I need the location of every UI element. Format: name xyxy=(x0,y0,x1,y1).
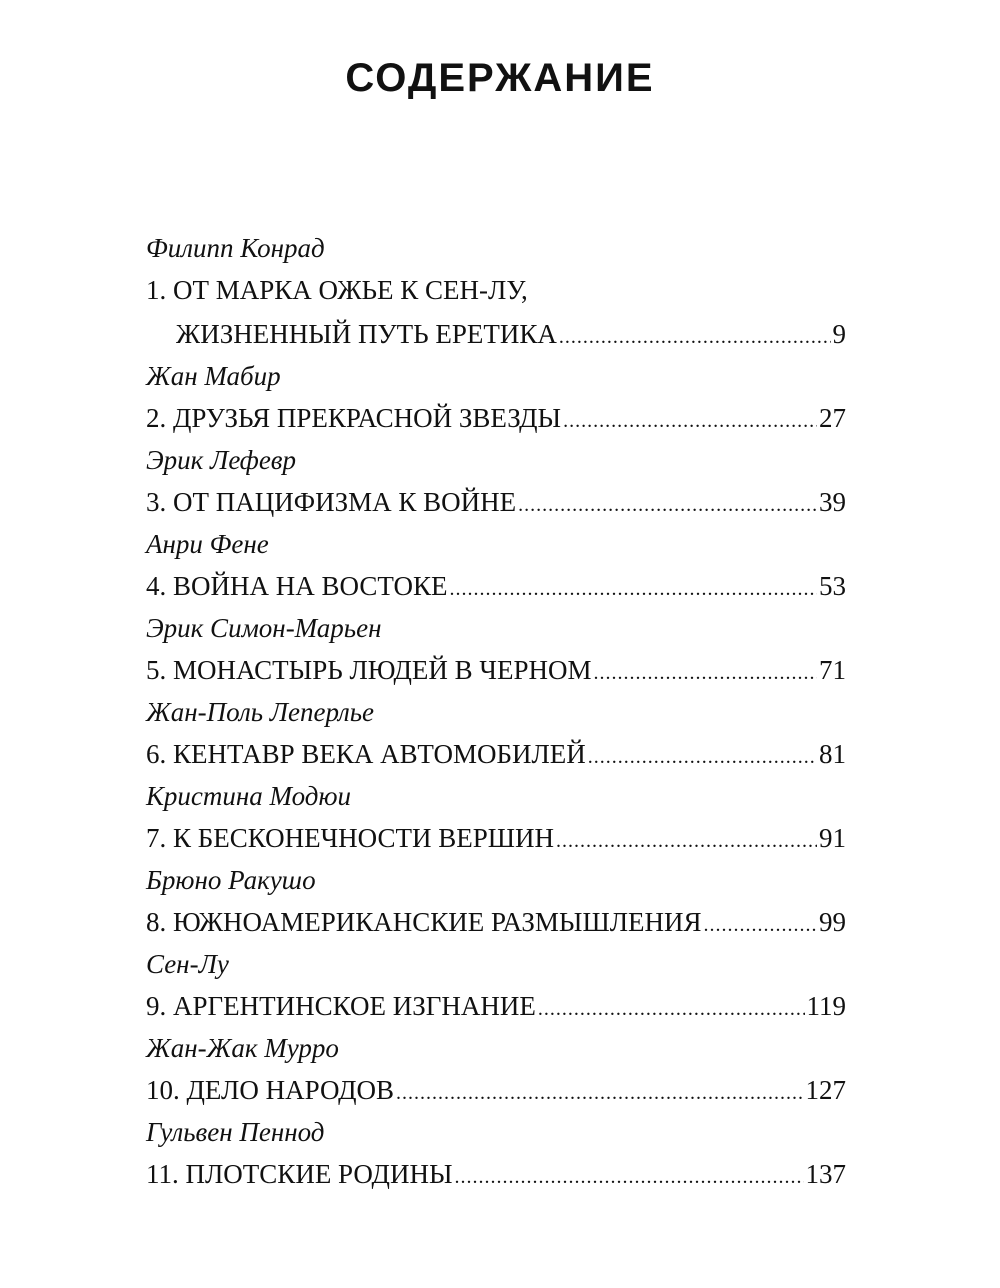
toc-entry-2[interactable] xyxy=(146,356,846,440)
toc-page-number: 9 xyxy=(832,319,846,349)
toc-page-number: 99 xyxy=(819,907,846,937)
toc-title-row xyxy=(146,732,846,776)
toc-title: 2. ДРУЗЬЯ ПРЕКРАСНОЙ ЗВЕЗДЫ xyxy=(146,403,562,433)
toc-author: Сен-Лу xyxy=(146,949,229,979)
toc-title-line1: 1. ОТ МАРКА ОЖЬЕ К СЕН-ЛУ, xyxy=(146,275,528,305)
toc-author: Эрик Лефевр xyxy=(146,445,297,475)
toc-title-row xyxy=(146,564,846,608)
toc-entry-6[interactable] xyxy=(146,692,846,776)
toc-author: Эрик Симон-Марьен xyxy=(146,613,382,643)
dot-leader xyxy=(396,1071,803,1115)
toc-title: ЖИЗНЕННЫЙ ПУТЬ ЕРЕТИКА xyxy=(176,319,557,349)
toc-author: Анри Фене xyxy=(146,529,269,559)
toc-author: Жан Мабир xyxy=(146,361,281,391)
dot-leader xyxy=(563,399,817,443)
toc-page-number: 39 xyxy=(819,487,846,517)
toc-title: 7. К БЕСКОНЕЧНОСТИ ВЕРШИН xyxy=(146,823,554,853)
toc-title: 9. АРГЕНТИНСКОЕ ИЗГНАНИЕ xyxy=(146,991,536,1021)
toc-page-number: 91 xyxy=(819,823,846,853)
toc-entry-8[interactable] xyxy=(146,860,846,944)
table-of-contents xyxy=(146,228,846,1196)
toc-entry-3[interactable] xyxy=(146,440,846,524)
toc-title: 11. ПЛОТСКИЕ РОДИНЫ xyxy=(146,1159,453,1189)
page-title: СОДЕРЖАНИЕ xyxy=(345,56,655,100)
toc-title-row xyxy=(146,648,846,692)
dot-leader xyxy=(449,567,817,611)
dot-leader xyxy=(455,1155,804,1199)
dot-leader xyxy=(559,315,831,359)
toc-title-row xyxy=(146,1152,846,1196)
toc-author: Кристина Модюи xyxy=(146,781,352,811)
toc-author: Брюно Ракушо xyxy=(146,865,316,895)
toc-page-number: 71 xyxy=(819,655,846,685)
toc-entry-4[interactable] xyxy=(146,524,846,608)
toc-title: 10. ДЕЛО НАРОДОВ xyxy=(146,1075,395,1105)
dot-leader xyxy=(704,903,817,947)
toc-title-row xyxy=(146,816,846,860)
toc-title-row xyxy=(146,480,846,524)
toc-title: 8. ЮЖНОАМЕРИКАНСКИЕ РАЗМЫШЛЕНИЯ xyxy=(146,907,702,937)
dot-leader xyxy=(556,819,817,863)
toc-page-number: 53 xyxy=(819,571,846,601)
toc-entry-11[interactable] xyxy=(146,1112,846,1196)
dot-leader xyxy=(538,987,805,1031)
toc-entry-1[interactable] xyxy=(146,228,846,356)
toc-title-row xyxy=(146,1068,846,1112)
dot-leader xyxy=(588,735,817,779)
dot-leader xyxy=(594,651,818,695)
toc-title-row xyxy=(146,984,846,1028)
toc-title: 3. ОТ ПАЦИФИЗМА К ВОЙНЕ xyxy=(146,487,517,517)
toc-title-row xyxy=(146,396,846,440)
toc-entry-9[interactable] xyxy=(146,944,846,1028)
toc-title-row xyxy=(146,900,846,944)
toc-page-number: 127 xyxy=(805,1075,846,1105)
toc-entry-7[interactable] xyxy=(146,776,846,860)
toc-entry-10[interactable] xyxy=(146,1028,846,1112)
toc-author: Жан-Поль Леперлье xyxy=(146,697,375,727)
toc-page-number: 119 xyxy=(806,991,846,1021)
dot-leader xyxy=(518,483,817,527)
toc-author: Жан-Жак Мурро xyxy=(146,1033,339,1063)
toc-page-number: 27 xyxy=(819,403,846,433)
toc-author: Филипп Конрад xyxy=(146,233,325,263)
toc-title: 5. МОНАСТЫРЬ ЛЮДЕЙ В ЧЕРНОМ xyxy=(146,655,592,685)
toc-page-number: 137 xyxy=(805,1159,846,1189)
toc-author: Гульвен Пеннод xyxy=(146,1117,325,1147)
toc-page-number: 81 xyxy=(819,739,846,769)
toc-title: 6. КЕНТАВР ВЕКА АВТОМОБИЛЕЙ xyxy=(146,739,586,769)
toc-title-row xyxy=(146,312,846,356)
toc-title: 4. ВОЙНА НА ВОСТОКЕ xyxy=(146,571,448,601)
toc-entry-5[interactable] xyxy=(146,608,846,692)
